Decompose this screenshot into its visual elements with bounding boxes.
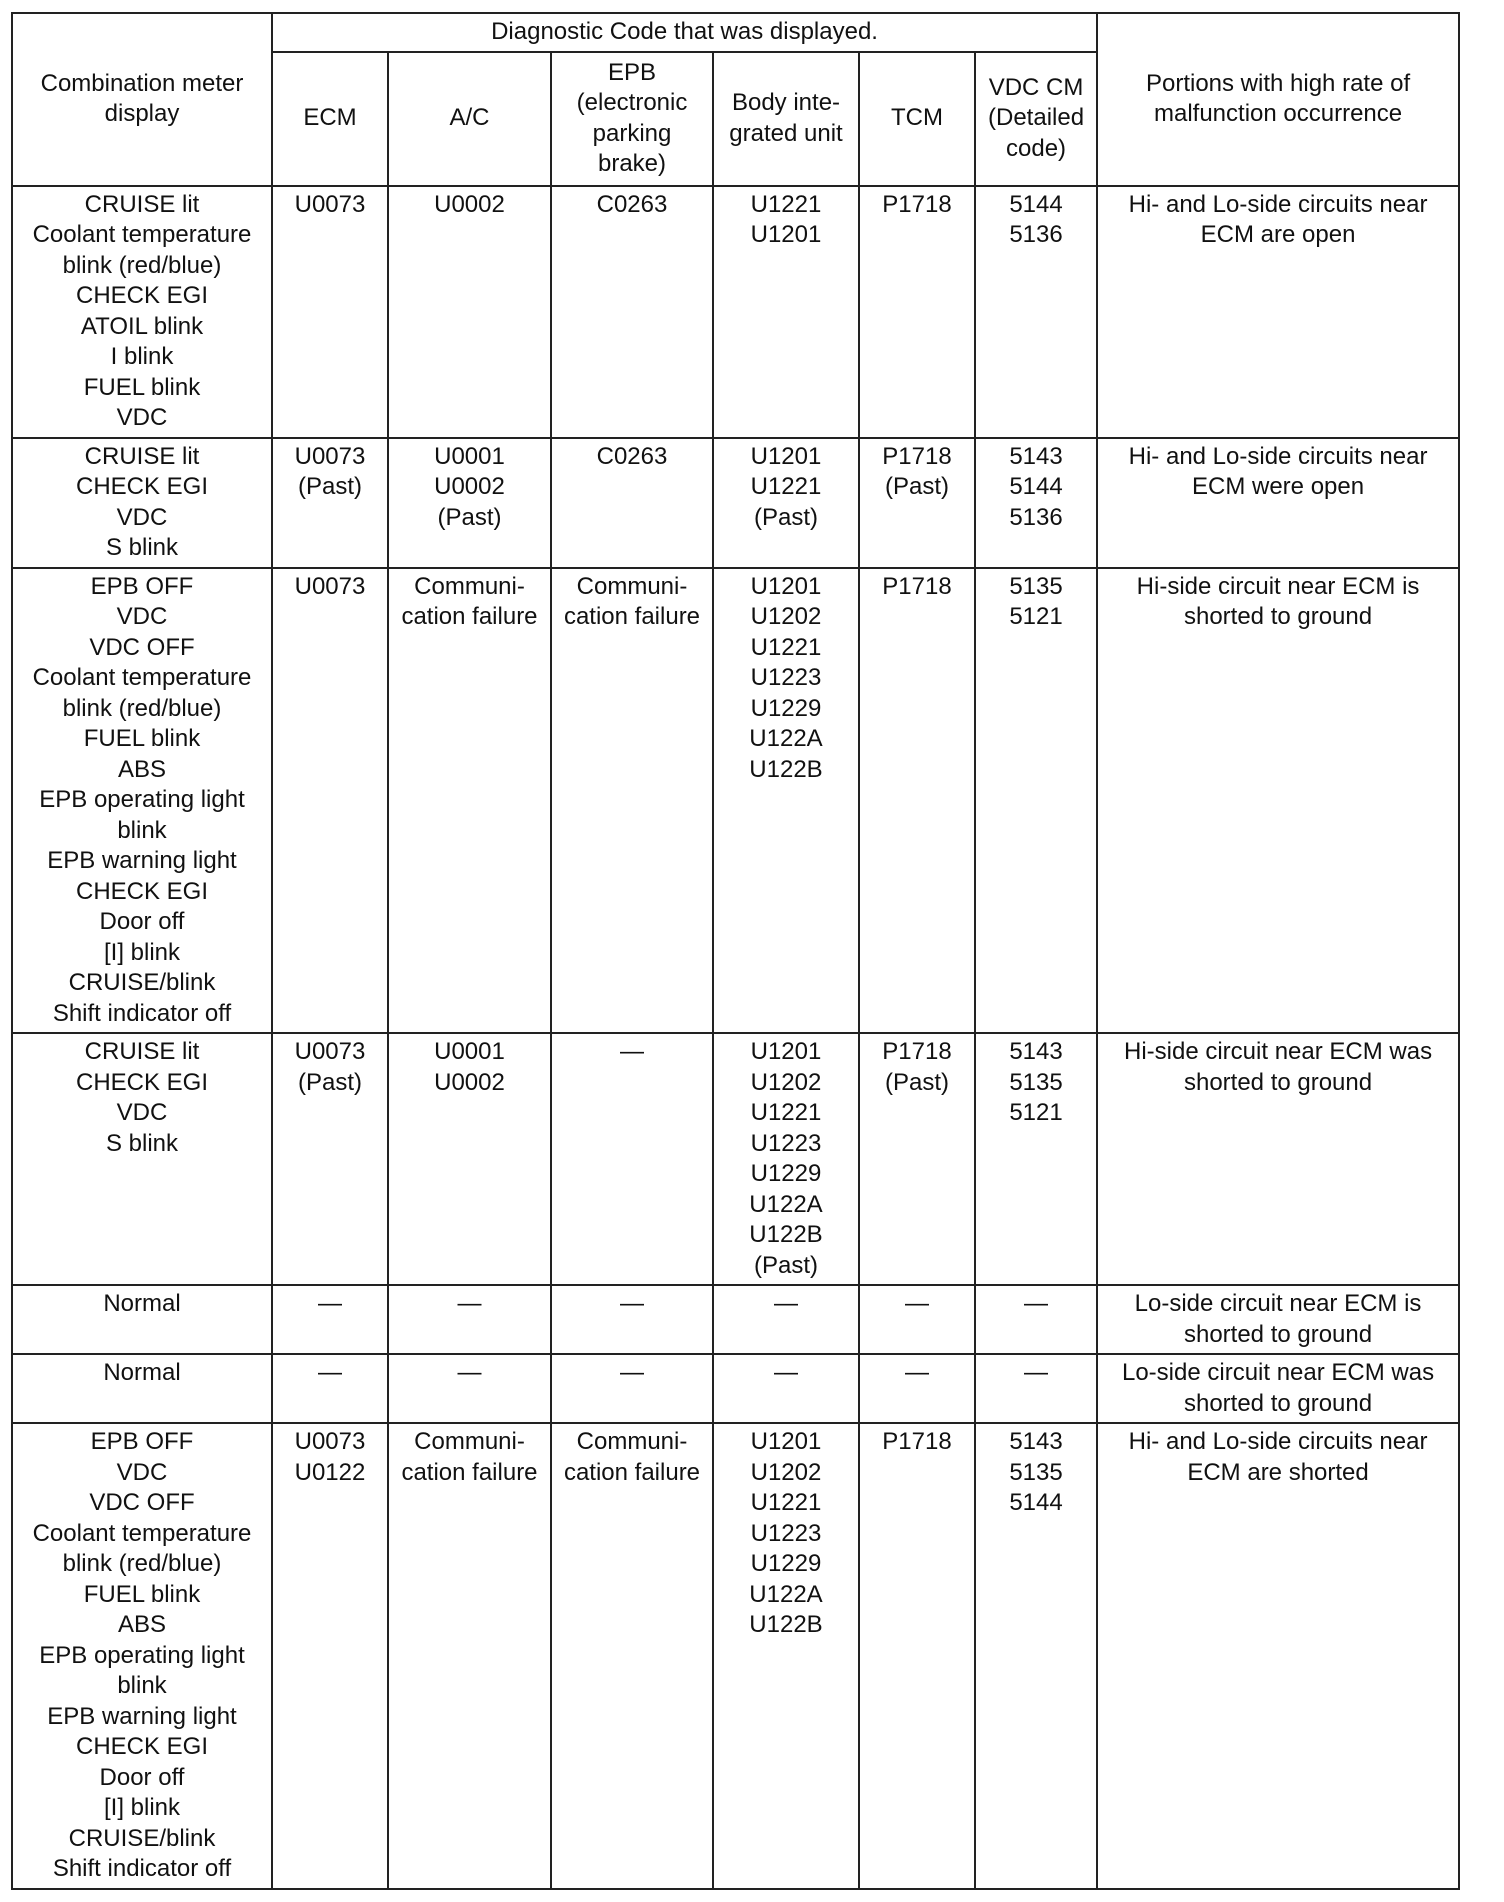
cell-vdc-cm-code — [975, 186, 1097, 438]
cell-line: P1718 — [882, 1428, 952, 1455]
cell-tcm-code — [859, 1354, 975, 1423]
cell-line: U1201 — [750, 572, 822, 600]
cell-line: cation failure — [563, 1458, 701, 1486]
cell-epb-code — [551, 1285, 713, 1354]
cell-portions-high-rate: Hi- and Lo-side circuits near ECM are shorted — [1097, 1423, 1459, 1889]
table-row — [12, 438, 1459, 568]
cell-line: (Past) — [297, 473, 362, 500]
cell-body-integrated-unit-code — [713, 1033, 859, 1285]
cell-ac-code — [388, 438, 551, 568]
cell-line: 5136 — [1009, 503, 1063, 531]
cell-line: ABS — [117, 755, 167, 783]
cell-ac-code — [388, 186, 551, 438]
cell-line: — — [318, 1359, 342, 1386]
cell-ac-code — [388, 568, 551, 1034]
cell-body-integrated-unit-code — [713, 1354, 859, 1423]
cell-combination-meter-display — [12, 568, 272, 1034]
cell-ecm-code — [272, 438, 388, 568]
cell-combination-meter-display — [12, 1285, 272, 1354]
cell-line: U1223 — [750, 664, 822, 691]
cell-line: CRUISE/blink — [68, 1824, 216, 1852]
cell-line: — — [774, 1290, 798, 1317]
table-row — [12, 1423, 1459, 1889]
cell-line: U1221 — [750, 1489, 822, 1516]
cell-line: EPB warning light — [47, 847, 237, 874]
header-body-integrated-unit: Body inte-grated unit — [713, 52, 859, 186]
cell-line: I blink — [110, 343, 174, 370]
cell-line: U1229 — [750, 1160, 822, 1187]
cell-line: U1201 — [750, 442, 822, 470]
cell-line: U0122 — [294, 1458, 366, 1486]
cell-line: — — [774, 1359, 798, 1386]
cell-line: blink (red/blue) — [62, 1550, 222, 1577]
cell-vdc-cm-code — [975, 1354, 1097, 1423]
cell-line: (Past) — [884, 1068, 949, 1096]
cell-line: blink (red/blue) — [62, 694, 222, 722]
cell-portions-high-rate: Hi- and Lo-side circuits near ECM are open — [1097, 186, 1459, 438]
cell-line: U122A — [749, 1580, 823, 1608]
cell-tcm-code — [859, 438, 975, 568]
cell-line: EPB OFF — [90, 1428, 194, 1455]
cell-line: U0001 — [434, 1038, 505, 1065]
header-ac: A/C — [388, 52, 551, 186]
cell-ecm-code — [272, 568, 388, 1034]
cell-tcm-code — [859, 1423, 975, 1889]
cell-ac-code — [388, 1033, 551, 1285]
cell-line: U0001 — [434, 442, 505, 470]
cell-line: CRUISE lit — [84, 190, 200, 218]
table-row — [12, 1354, 1459, 1423]
cell-epb-code — [551, 1423, 713, 1889]
cell-ecm-code — [272, 1285, 388, 1354]
cell-line: — — [1024, 1290, 1049, 1317]
diagnostic-code-table — [11, 12, 1460, 1890]
cell-line: U1202 — [750, 603, 822, 630]
cell-line: CRUISE/blink — [68, 969, 216, 996]
cell-ecm-code — [272, 1423, 388, 1889]
cell-body-integrated-unit-code — [713, 1423, 859, 1889]
cell-line: U0073 — [294, 442, 366, 470]
cell-line: Shift indicator off — [52, 999, 232, 1027]
cell-line: — — [457, 1290, 482, 1317]
cell-line: U1223 — [750, 1519, 822, 1547]
cell-line: U0073 — [294, 1428, 366, 1455]
cell-line: CHECK EGI — [75, 877, 209, 905]
cell-epb-code — [551, 1033, 713, 1285]
cell-line: CRUISE lit — [84, 442, 200, 470]
table-row — [12, 186, 1459, 438]
table-row — [12, 1033, 1459, 1285]
cell-line: U0073 — [294, 1038, 366, 1065]
cell-line: ABS — [117, 1611, 167, 1638]
cell-line: CRUISE lit — [84, 1038, 200, 1065]
cell-line: Normal — [103, 1359, 181, 1386]
cell-body-integrated-unit-code — [713, 1285, 859, 1354]
cell-line: — — [457, 1359, 482, 1386]
cell-combination-meter-display — [12, 1423, 272, 1889]
cell-vdc-cm-code — [975, 1423, 1097, 1889]
cell-line: 5136 — [1009, 221, 1063, 248]
cell-line: VDC OFF — [89, 633, 195, 661]
cell-ecm-code — [272, 1354, 388, 1423]
table-header — [12, 13, 1459, 186]
cell-line: ATOIL blink — [80, 312, 204, 340]
cell-combination-meter-display — [12, 1033, 272, 1285]
cell-line: 5144 — [1009, 1489, 1063, 1516]
cell-line: U1202 — [750, 1458, 822, 1486]
cell-line: U1229 — [750, 694, 822, 722]
cell-tcm-code — [859, 186, 975, 438]
cell-line: CHECK EGI — [75, 1068, 209, 1096]
header-epb: EPB (electronic parking brake) — [551, 52, 713, 186]
cell-ecm-code — [272, 186, 388, 438]
cell-line: U1201 — [750, 1428, 822, 1455]
cell-ac-code — [388, 1285, 551, 1354]
cell-line: P1718 — [882, 1038, 952, 1065]
cell-tcm-code — [859, 1285, 975, 1354]
table-row — [12, 568, 1459, 1034]
cell-line: — — [620, 1290, 644, 1317]
cell-line: P1718 — [882, 572, 952, 600]
cell-line: U1223 — [750, 1129, 822, 1157]
cell-line: Normal — [103, 1290, 181, 1317]
cell-line: U1221 — [750, 190, 822, 218]
cell-line: Communi- — [414, 1428, 525, 1455]
cell-line: FUEL blink — [83, 1580, 201, 1608]
cell-line: Communi- — [414, 572, 525, 600]
cell-line: FUEL blink — [83, 725, 201, 752]
cell-line: — — [905, 1290, 929, 1317]
cell-line: EPB OFF — [90, 572, 194, 600]
cell-line: cation failure — [401, 603, 538, 630]
cell-line: Communi- — [576, 1428, 688, 1455]
cell-line: U1202 — [750, 1068, 822, 1096]
cell-line: U0073 — [294, 572, 366, 600]
cell-epb-code — [551, 568, 713, 1034]
cell-vdc-cm-code — [975, 1285, 1097, 1354]
cell-line: VDC — [116, 603, 168, 630]
cell-line: U122A — [749, 1190, 823, 1218]
cell-line: cation failure — [563, 603, 701, 630]
cell-line: U0002 — [434, 190, 505, 218]
cell-line: 5143 — [1009, 1038, 1063, 1065]
cell-line: U122B — [749, 755, 823, 783]
cell-ac-code — [388, 1423, 551, 1889]
cell-line: Communi- — [576, 572, 688, 600]
cell-line: U1229 — [750, 1550, 822, 1577]
header-tcm: TCM — [859, 52, 975, 186]
cell-line: 5144 — [1009, 473, 1063, 500]
cell-portions-high-rate: Lo-side circuit near ECM was shorted to ground — [1097, 1354, 1459, 1423]
cell-line: (Past) — [437, 503, 502, 531]
cell-line: P1718 — [882, 190, 952, 218]
cell-line: — — [620, 1038, 644, 1065]
cell-line: blink (red/blue) — [62, 251, 222, 279]
cell-line: (Past) — [753, 503, 818, 531]
cell-tcm-code — [859, 568, 975, 1034]
cell-line: — — [1024, 1359, 1049, 1386]
cell-line: (Past) — [884, 473, 949, 500]
cell-line: VDC OFF — [89, 1489, 195, 1516]
cell-epb-code — [551, 438, 713, 568]
cell-line: Coolant temperature — [32, 221, 252, 248]
cell-line: Shift indicator off — [52, 1855, 232, 1882]
cell-line: VDC — [116, 503, 168, 531]
cell-ecm-code — [272, 1033, 388, 1285]
table-body — [12, 186, 1459, 1889]
cell-line: 5143 — [1009, 1428, 1063, 1455]
cell-line: U0002 — [434, 1068, 505, 1096]
header-portions-high-rate: Portions with high rate of malfunction occurrence — [1097, 13, 1459, 186]
cell-line: Door off — [99, 908, 185, 935]
cell-line: CHECK EGI — [75, 1733, 209, 1760]
cell-epb-code — [551, 186, 713, 438]
cell-line: Coolant temperature — [32, 664, 252, 691]
cell-line: CHECK EGI — [75, 282, 209, 309]
cell-line: VDC — [116, 1099, 168, 1126]
cell-combination-meter-display — [12, 186, 272, 438]
cell-line: U0002 — [434, 473, 505, 500]
cell-line: C0263 — [596, 442, 668, 470]
cell-line: S blink — [105, 1129, 179, 1157]
cell-line: 5121 — [1009, 603, 1063, 630]
cell-line: P1718 — [882, 442, 952, 470]
cell-line: U1201 — [750, 1038, 822, 1065]
cell-line: CHECK EGI — [75, 473, 209, 500]
cell-line: 5135 — [1009, 1068, 1063, 1096]
cell-line: 5135 — [1009, 572, 1063, 600]
cell-line: (Past) — [753, 1251, 818, 1279]
cell-body-integrated-unit-code — [713, 568, 859, 1034]
cell-line: Coolant temperature — [32, 1519, 252, 1547]
cell-line: EPB operating light — [39, 1641, 245, 1669]
cell-line: U122B — [749, 1611, 823, 1638]
cell-line: (Past) — [297, 1068, 362, 1096]
cell-line: U1201 — [750, 221, 822, 248]
cell-line: EPB warning light — [47, 1702, 237, 1730]
cell-line: U1221 — [750, 633, 822, 661]
header-diagnostic-code-group: Diagnostic Code that was displayed. — [272, 13, 1097, 52]
cell-body-integrated-unit-code — [713, 186, 859, 438]
cell-vdc-cm-code — [975, 568, 1097, 1034]
cell-line: cation failure — [401, 1458, 538, 1486]
cell-line: — — [318, 1290, 342, 1317]
cell-line: VDC — [116, 1458, 168, 1486]
cell-line: [I] blink — [103, 938, 181, 966]
cell-portions-high-rate: Hi- and Lo-side circuits near ECM were open — [1097, 438, 1459, 568]
cell-line: U122A — [749, 725, 823, 752]
header-vdc-cm: VDC CM (Detailed code) — [975, 52, 1097, 186]
cell-line: U122B — [749, 1221, 823, 1248]
cell-line: blink — [117, 816, 167, 844]
cell-line: U0073 — [294, 190, 366, 218]
cell-line: 5144 — [1009, 190, 1063, 218]
cell-tcm-code — [859, 1033, 975, 1285]
cell-line: Door off — [99, 1763, 185, 1791]
cell-line: U1221 — [750, 473, 822, 500]
cell-ac-code — [388, 1354, 551, 1423]
cell-line: — — [905, 1359, 929, 1386]
cell-vdc-cm-code — [975, 1033, 1097, 1285]
cell-line: C0263 — [596, 190, 668, 218]
cell-line: S blink — [105, 534, 179, 561]
header-ecm: ECM — [272, 52, 388, 186]
cell-line: 5121 — [1009, 1099, 1063, 1126]
table-row — [12, 1285, 1459, 1354]
cell-line: FUEL blink — [83, 373, 201, 401]
cell-portions-high-rate: Hi-side circuit near ECM is shorted to ground — [1097, 568, 1459, 1034]
cell-line: 5135 — [1009, 1458, 1063, 1486]
cell-line: VDC — [116, 404, 168, 431]
cell-combination-meter-display — [12, 438, 272, 568]
cell-vdc-cm-code — [975, 438, 1097, 568]
cell-body-integrated-unit-code — [713, 438, 859, 568]
cell-combination-meter-display — [12, 1354, 272, 1423]
cell-line: [I] blink — [103, 1794, 181, 1821]
cell-line: 5143 — [1009, 442, 1063, 470]
cell-line: blink — [117, 1672, 167, 1699]
cell-portions-high-rate: Hi-side circuit near ECM was shorted to ground — [1097, 1033, 1459, 1285]
cell-portions-high-rate: Lo-side circuit near ECM is shorted to ground — [1097, 1285, 1459, 1354]
cell-epb-code — [551, 1354, 713, 1423]
cell-line: EPB operating light — [39, 786, 245, 813]
cell-line: — — [620, 1359, 644, 1386]
header-combination-meter-display: Combination meter display — [12, 13, 272, 186]
cell-line: U1221 — [750, 1099, 822, 1126]
